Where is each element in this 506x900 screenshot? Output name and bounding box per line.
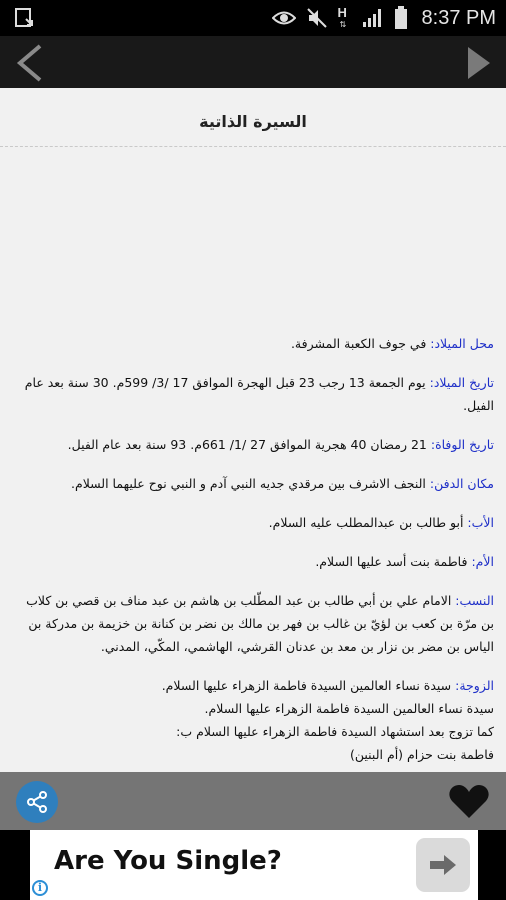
- ad-arrow-button[interactable]: [416, 838, 470, 892]
- bio-birthdate: تاريخ الميلاد: يوم الجمعة 13 رجب 23 قبل الهجرة الموافق 17 /3/ 599م. 30 سنة بعد عام الفيل.: [24, 375, 494, 413]
- ad-banner[interactable]: [0, 830, 506, 900]
- chevron-left-icon[interactable]: [12, 43, 46, 83]
- status-bar: [0, 0, 506, 36]
- share-icon: [25, 790, 49, 814]
- bio-father: الأب: أبو طالب بن عبدالمطلب عليه السلام.: [268, 515, 494, 530]
- bio-burial-place: مكان الدفن: النجف الاشرف بين مرقدي جديه النبي آدم و النبي نوح عليهما السلام.: [70, 476, 494, 491]
- ad-info-icon[interactable]: i: [32, 880, 48, 896]
- ad-headline[interactable]: Are You Single?: [54, 846, 282, 876]
- bio-lineage: النسب: الامام علي بن أبي طالب بن عبد المطّلب بن هاشم بن عبد مناف بن قصي بن كلاب بن مرّة بن كعب بن لؤيّ بن غالب بن فهر بن مالك بن نضر بن كنانة بن خزيمة بن مدركة بن الياس بن مضر بن نزار بن معد بن عدنان القرشي، الهاشمي، المكّي، المدني.: [26, 593, 494, 654]
- biography-text: [14, 332, 494, 766]
- eye-icon: [272, 10, 296, 26]
- bio-spouse-line-2: سيدة نساء العالمين السيدة فاطمة الزهراء عليها السلام.: [204, 701, 494, 716]
- title-divider: [0, 146, 506, 147]
- bio-mother: الأم: فاطمة بنت أسد عليها السلام.: [315, 554, 494, 569]
- ad-content[interactable]: [30, 830, 478, 900]
- bio-spouse-line-3: كما تزوج بعد استشهاد السيدة فاطمة الزهراء عليها السلام ب:: [176, 724, 494, 739]
- heart-icon[interactable]: [448, 784, 490, 820]
- mute-icon: [306, 7, 328, 29]
- play-right-icon[interactable]: [466, 45, 492, 81]
- bio-spouse-line-4: فاطمة بنت حزام (أم البنين): [350, 747, 494, 762]
- page-title: السيرة الذاتية: [199, 112, 307, 131]
- bio-spouse: الزوجة: سيدة نساء العالمين السيدة فاطمة الزهراء عليها السلام.: [161, 678, 494, 693]
- bio-birthplace: محل الميلاد: في جوف الكعبة المشرفة.: [290, 336, 494, 351]
- battery-icon: [394, 6, 408, 30]
- download-icon: [14, 7, 38, 29]
- network-icon: H ⇅: [337, 5, 347, 29]
- content-area[interactable]: [0, 88, 506, 772]
- clock: 8:37 PM: [421, 6, 496, 29]
- action-bar: [0, 772, 506, 830]
- bio-deathdate: تاريخ الوفاة: 21 رمضان 40 هجرية الموافق 27 /1/ 661م. 93 سنة بعد عام الفيل.: [67, 437, 494, 452]
- toolbar: [0, 36, 506, 88]
- arrow-right-icon: [428, 853, 458, 877]
- share-button[interactable]: [16, 781, 58, 823]
- signal-icon: [362, 8, 384, 28]
